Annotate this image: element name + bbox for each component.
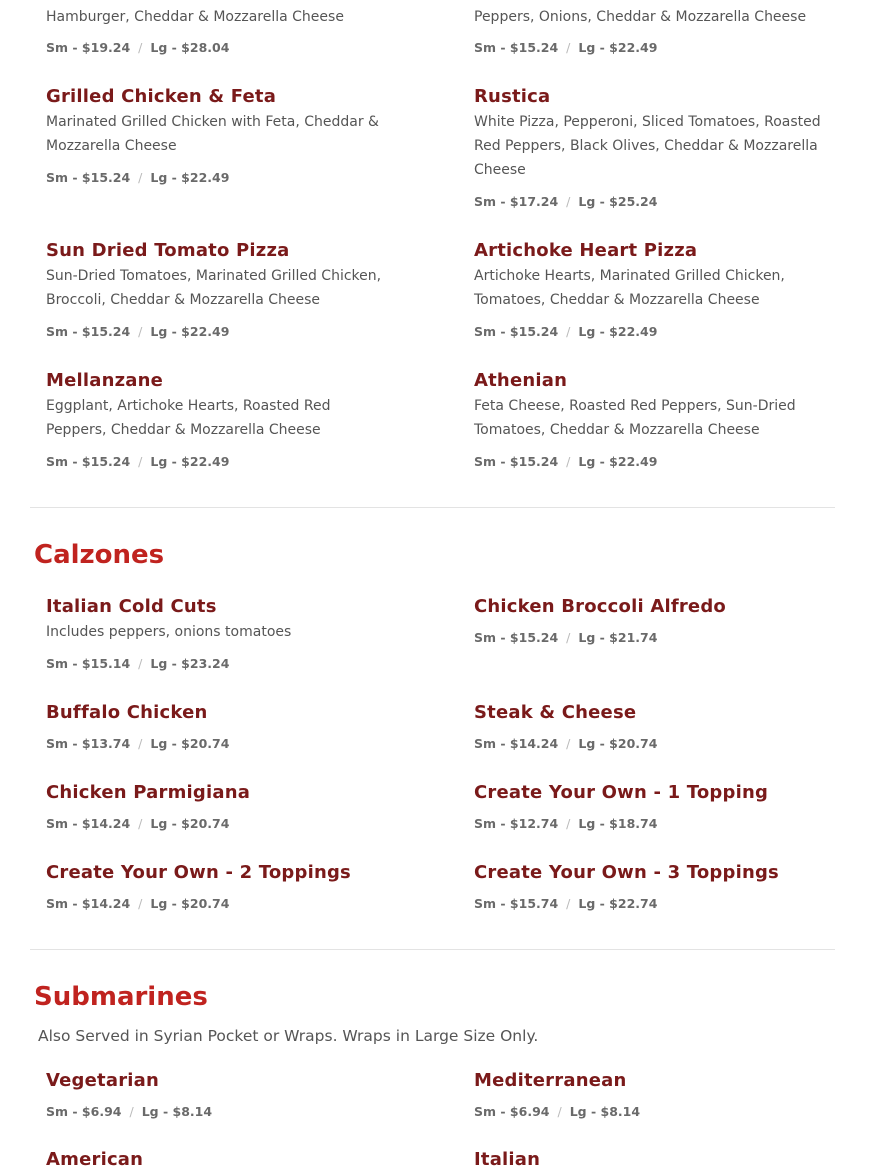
item-name[interactable]: Grilled Chicken & Feta [46, 86, 277, 107]
item-price [46, 454, 229, 469]
price-small: Sm - $15.74 [474, 896, 559, 911]
price-separator: / [138, 656, 143, 671]
price-large: Lg - $8.14 [569, 1104, 641, 1119]
price-small: Sm - $15.24 [46, 170, 131, 185]
item-description: Hamburger, Cheddar & Mozzarella Cheese [46, 9, 344, 25]
price-separator: / [129, 1104, 134, 1119]
menu-item[interactable] [46, 596, 416, 644]
item-price [474, 630, 657, 645]
price-small: Sm - $6.94 [474, 1104, 550, 1119]
item-price [46, 324, 229, 339]
price-small: Sm - $14.24 [46, 816, 131, 831]
item-price [46, 40, 229, 55]
price-large: Lg - $22.49 [578, 40, 658, 55]
price-large: Lg - $20.74 [150, 896, 230, 911]
price-large: Lg - $22.49 [578, 454, 658, 469]
item-price [46, 170, 229, 185]
menu-item[interactable] [474, 1149, 844, 1170]
item-description: Sun-Dried Tomatoes, Marinated Grilled Chicken, Broccoli, Cheddar & Mozzarella Cheese [46, 268, 382, 308]
item-description: Includes peppers, onions tomatoes [46, 624, 292, 640]
price-small: Sm - $13.74 [46, 736, 131, 751]
item-price [46, 896, 229, 911]
price-separator: / [566, 736, 571, 751]
section-note: Also Served in Syrian Pocket or Wraps. Wraps in Large Size Only. [38, 1027, 539, 1045]
item-price [474, 816, 657, 831]
price-separator: / [566, 194, 571, 209]
menu-item[interactable] [46, 1070, 416, 1092]
item-price [474, 324, 657, 339]
section-divider [30, 507, 835, 508]
menu-item[interactable] [46, 782, 416, 804]
menu-item[interactable] [474, 1070, 844, 1092]
price-small: Sm - $12.74 [474, 816, 559, 831]
item-description: White Pizza, Pepperoni, Sliced Tomatoes, Roasted Red Peppers, Black Olives, Cheddar & Mozzarella Cheese [474, 114, 821, 178]
price-small: Sm - $14.24 [46, 896, 131, 911]
price-separator: / [138, 454, 143, 469]
item-name[interactable]: Rustica [474, 86, 551, 107]
item-name[interactable]: Create Your Own - 3 Toppings [474, 862, 779, 883]
price-separator: / [138, 816, 143, 831]
price-separator: / [557, 1104, 562, 1119]
menu-item[interactable] [46, 370, 416, 442]
price-small: Sm - $17.24 [474, 194, 559, 209]
price-large: Lg - $21.74 [578, 630, 658, 645]
price-large: Lg - $8.14 [141, 1104, 213, 1119]
item-name[interactable]: Athenian [474, 370, 568, 391]
item-name[interactable]: Sun Dried Tomato Pizza [46, 240, 290, 261]
price-large: Lg - $22.49 [578, 324, 658, 339]
item-name[interactable]: Artichoke Heart Pizza [474, 240, 698, 261]
menu-item[interactable] [46, 86, 416, 158]
price-large: Lg - $18.74 [578, 816, 658, 831]
item-description: Artichoke Hearts, Marinated Grilled Chicken, Tomatoes, Cheddar & Mozzarella Cheese [474, 268, 785, 308]
menu-item[interactable] [46, 240, 416, 312]
price-separator: / [566, 454, 571, 469]
item-name[interactable]: Chicken Parmigiana [46, 782, 251, 803]
price-separator: / [566, 816, 571, 831]
menu-item[interactable] [46, 862, 416, 884]
price-small: Sm - $15.24 [474, 630, 559, 645]
menu-item[interactable] [46, 1149, 416, 1170]
item-description: Peppers, Onions, Cheddar & Mozzarella Cheese [474, 9, 807, 25]
price-separator: / [566, 324, 571, 339]
menu-item[interactable] [474, 240, 844, 312]
menu-item[interactable] [474, 702, 844, 724]
menu-item[interactable] [474, 862, 844, 884]
price-large: Lg - $28.04 [150, 40, 230, 55]
item-price [474, 40, 657, 55]
price-large: Lg - $25.24 [578, 194, 658, 209]
price-separator: / [566, 630, 571, 645]
price-small: Sm - $15.14 [46, 656, 131, 671]
item-price [474, 454, 657, 469]
menu-item[interactable] [474, 782, 844, 804]
item-price [474, 1104, 640, 1119]
item-name[interactable]: Vegetarian [46, 1070, 160, 1091]
price-separator: / [138, 736, 143, 751]
price-large: Lg - $23.24 [150, 656, 230, 671]
item-name[interactable]: Mediterranean [474, 1070, 627, 1091]
price-large: Lg - $22.49 [150, 170, 230, 185]
item-name[interactable]: American [46, 1149, 144, 1170]
item-price [46, 656, 229, 671]
price-separator: / [138, 40, 143, 55]
price-large: Lg - $20.74 [150, 736, 230, 751]
price-separator: / [566, 896, 571, 911]
price-large: Lg - $20.74 [150, 816, 230, 831]
menu-item[interactable] [46, 702, 416, 724]
price-small: Sm - $19.24 [46, 40, 131, 55]
section-title-calzones: Calzones [34, 540, 165, 570]
price-small: Sm - $15.24 [474, 324, 559, 339]
price-small: Sm - $15.24 [46, 454, 131, 469]
price-small: Sm - $15.24 [46, 324, 131, 339]
item-price [474, 896, 657, 911]
item-description: Feta Cheese, Roasted Red Peppers, Sun-Dried Tomatoes, Cheddar & Mozzarella Cheese [474, 398, 796, 438]
item-name[interactable]: Chicken Broccoli Alfredo [474, 596, 726, 617]
section-divider [30, 949, 835, 950]
price-small: Sm - $15.24 [474, 40, 559, 55]
item-name[interactable]: Create Your Own - 1 Topping [474, 782, 769, 803]
menu-item[interactable] [474, 86, 844, 182]
section-title-submarines: Submarines [34, 982, 208, 1012]
item-name[interactable]: Steak & Cheese [474, 702, 637, 723]
price-large: Lg - $22.49 [150, 454, 230, 469]
price-small: Sm - $14.24 [474, 736, 559, 751]
menu-item[interactable] [474, 596, 844, 618]
price-separator: / [138, 896, 143, 911]
price-large: Lg - $22.49 [150, 324, 230, 339]
price-large: Lg - $22.74 [578, 896, 658, 911]
item-description: Marinated Grilled Chicken with Feta, Cheddar & Mozzarella Cheese [46, 114, 379, 154]
item-price [474, 194, 657, 209]
menu-item[interactable] [474, 370, 844, 442]
item-name[interactable]: Buffalo Chicken [46, 702, 208, 723]
item-price [46, 816, 229, 831]
price-small: Sm - $15.24 [474, 454, 559, 469]
price-separator: / [138, 324, 143, 339]
price-separator: / [138, 170, 143, 185]
item-name[interactable]: Create Your Own - 2 Toppings [46, 862, 351, 883]
item-name[interactable]: Italian [474, 1149, 541, 1170]
price-separator: / [566, 40, 571, 55]
item-price [46, 736, 229, 751]
item-price [46, 1104, 212, 1119]
item-name[interactable]: Mellanzane [46, 370, 164, 391]
item-name[interactable]: Italian Cold Cuts [46, 596, 217, 617]
item-description: Eggplant, Artichoke Hearts, Roasted Red Peppers, Cheddar & Mozzarella Cheese [46, 398, 331, 438]
item-price [474, 736, 657, 751]
price-large: Lg - $20.74 [578, 736, 658, 751]
price-small: Sm - $6.94 [46, 1104, 122, 1119]
